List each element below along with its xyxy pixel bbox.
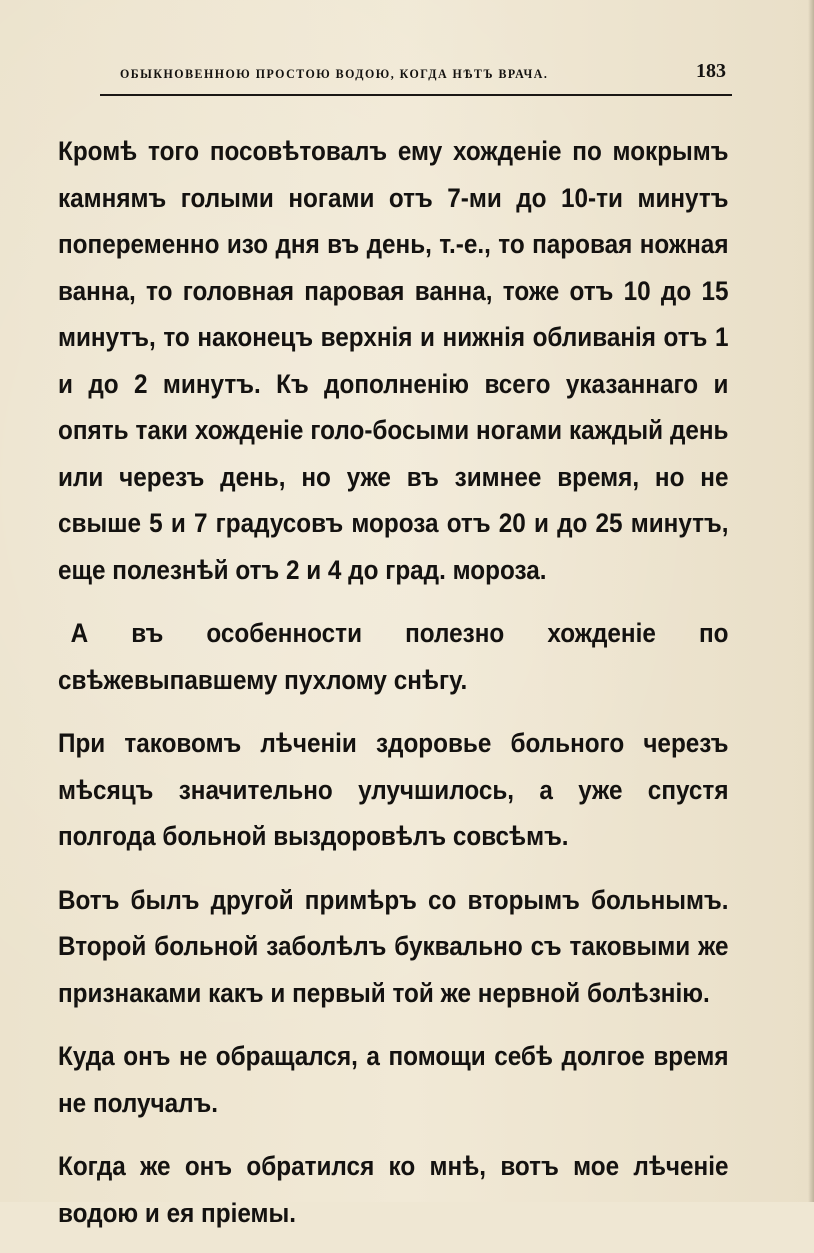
paragraph-6: Когда же онъ обратился ко мнѣ, вотъ мое лѣченіе водою и ея пріемы. xyxy=(58,1151,729,1228)
paragraph-4: Вотъ былъ другой примѣръ со вторымъ больнымъ. Второй больной заболѣлъ буквально съ таковыми же признаками какъ и первый той же нервной болѣзнію. xyxy=(58,884,729,1008)
page-edge-shadow xyxy=(808,0,814,1202)
page-number: 183 xyxy=(696,60,726,82)
paragraph-3: При таковомъ лѣченіи здоровье больного черезъ мѣсяцъ значительно улучшилось, а уже спустя полгода больной выздоровѣлъ совсѣмъ. xyxy=(58,728,729,851)
page-header xyxy=(100,60,732,88)
paragraph-5: Куда онъ не обращался, а помощи себѣ долгое время не получалъ. xyxy=(58,1041,729,1118)
running-head: ОБЫКНОВЕННОЮ ПРОСТОЮ ВОДОЮ, КОГДА НѢТЪ ВРАЧА. xyxy=(120,66,549,81)
paragraph-2: А въ особенности полезно хожденіе по свѣжевыпавшему пухлому снѣгу. xyxy=(58,618,729,695)
paragraph-1: Кромѣ того посовѣтовалъ ему хожденіе по мокрымъ камнямъ голыми ногами отъ 7-ми до 10-ти минутъ попеременно изо дня въ день, т.-е., то паровая ножная ванна, то головная паровая ванна, тоже отъ 10 до 15 минутъ, то наконецъ верхнія и нижнія обливанія отъ 1 и до 2 минутъ. Къ дополненію всего указаннаго и опять таки хожденіе голо-босыми ногами каждый день или черезъ день, но уже въ зимнее время, но не свыше 5 и 7 градусовъ мороза отъ 20 и до 25 минутъ, еще полезнѣй отъ 2 и 4 до град. мороза. xyxy=(58,136,729,585)
header-rule xyxy=(100,94,732,96)
body-text xyxy=(58,128,728,1253)
